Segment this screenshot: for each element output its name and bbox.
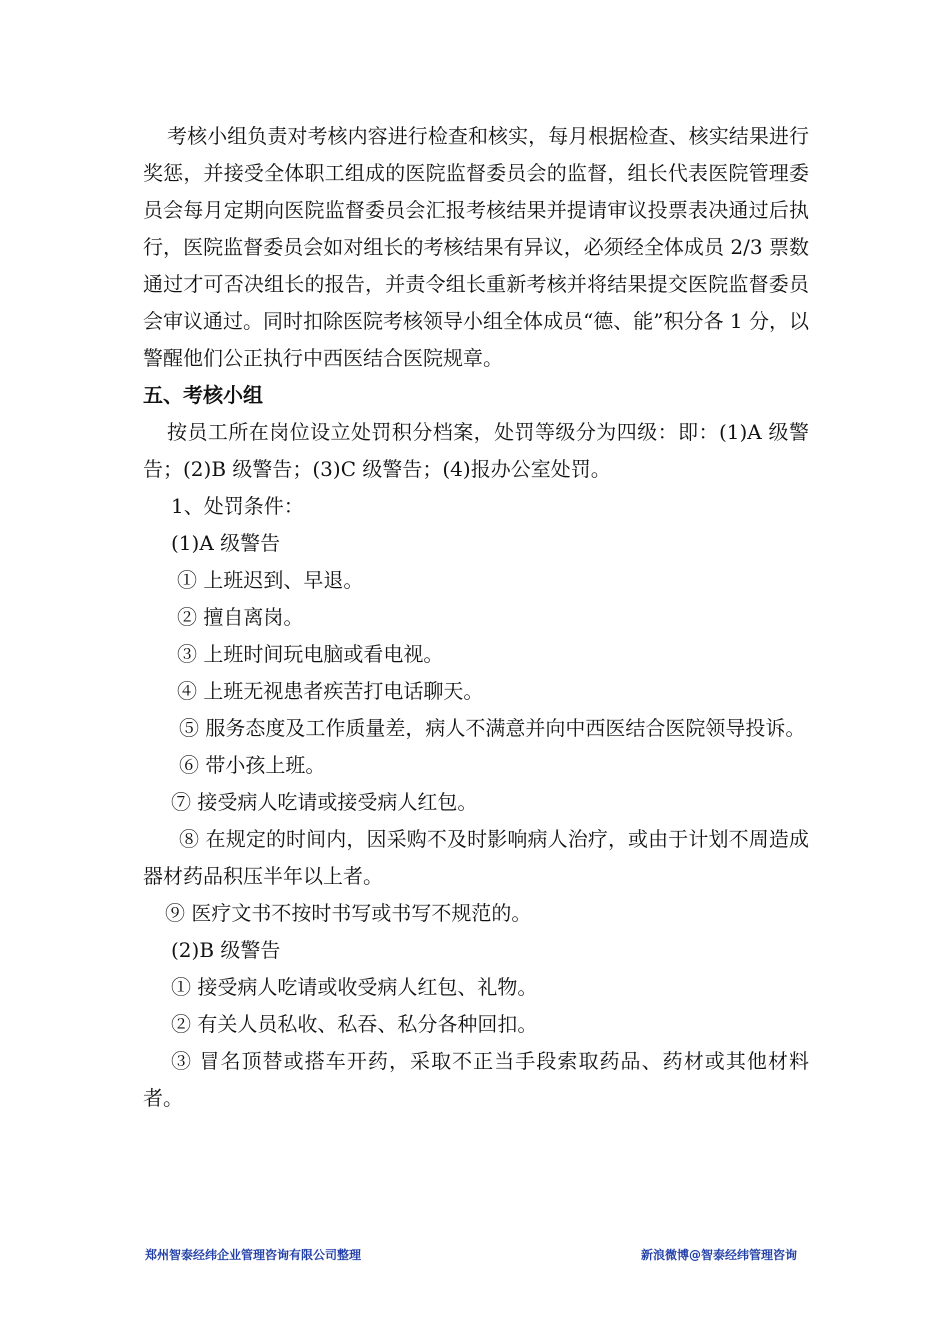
paragraph-penalty-levels: 按员工所在岗位设立处罚积分档案，处罚等级分为四级：即：(1)A 级警告；(2)B 级警告；(3)C 级警告；(4)报办公室处罚。: [143, 420, 809, 481]
footer-company-credit: 郑州智泰经纬企业管理咨询有限公司整理: [145, 1248, 362, 1262]
list-item-a8: ⑧ 在规定的时间内，因采购不及时影响病人治疗，或由于计划不周造成器材药品积压半年以上者。: [143, 827, 809, 888]
subheading-penalty-conditions: 1、处罚条件：: [171, 494, 304, 518]
list-item-a5: ⑤ 服务态度及工作质量差，病人不满意并向中西医结合医院领导投诉。: [179, 716, 806, 740]
list-item-a6: ⑥ 带小孩上班。: [179, 753, 326, 777]
list-item-b3: ③ 冒名顶替或搭车开药，采取不正当手段索取药品、药材或其他材料者。: [143, 1049, 809, 1110]
document-body: [143, 118, 809, 1117]
list-item-a3: ③ 上班时间玩电脑或看电视。: [177, 642, 444, 666]
list-item-b2: ② 有关人员私收、私吞、私分各种回扣。: [171, 1012, 538, 1036]
list-item-b1: ① 接受病人吃请或收受病人红包、礼物。: [171, 975, 538, 999]
list-item-a1: ① 上班迟到、早退。: [177, 568, 364, 592]
paragraph-assessment-supervision: 考核小组负责对考核内容进行检查和核实，每月根据检查、核实结果进行奖惩，并接受全体职工组成的医院监督委员会的监督，组长代表医院管理委员会每月定期向医院监督委员会汇报考核结果并提请审议投票表决通过后执行，医院监督委员会如对组长的考核结果有异议，必须经全体成员 2/3 票数通过才可否决组长的报告，并责令组长重新考核并将结果提交医院监督委员会审议通过。同时扣除医院考核领导小组全体成员“德、能”积分各 1 分，以警醒他们公正执行中西医结合医院规章。: [143, 124, 809, 370]
section-heading-assessment-group: 五、考核小组: [143, 383, 263, 407]
list-item-a7: ⑦ 接受病人吃请或接受病人红包。: [171, 790, 478, 814]
list-item-a2: ② 擅自离岗。: [177, 605, 304, 629]
subheading-level-b-warning: (2)B 级警告: [171, 938, 281, 962]
subheading-level-a-warning: (1)A 级警告: [171, 531, 281, 555]
list-item-a4: ④ 上班无视患者疾苦打电话聊天。: [177, 679, 484, 703]
list-item-a9: ⑨ 医疗文书不按时书写或书写不规范的。: [165, 901, 532, 925]
footer-weibo-credit: 新浪微博@智泰经纬管理咨询: [640, 1248, 797, 1262]
